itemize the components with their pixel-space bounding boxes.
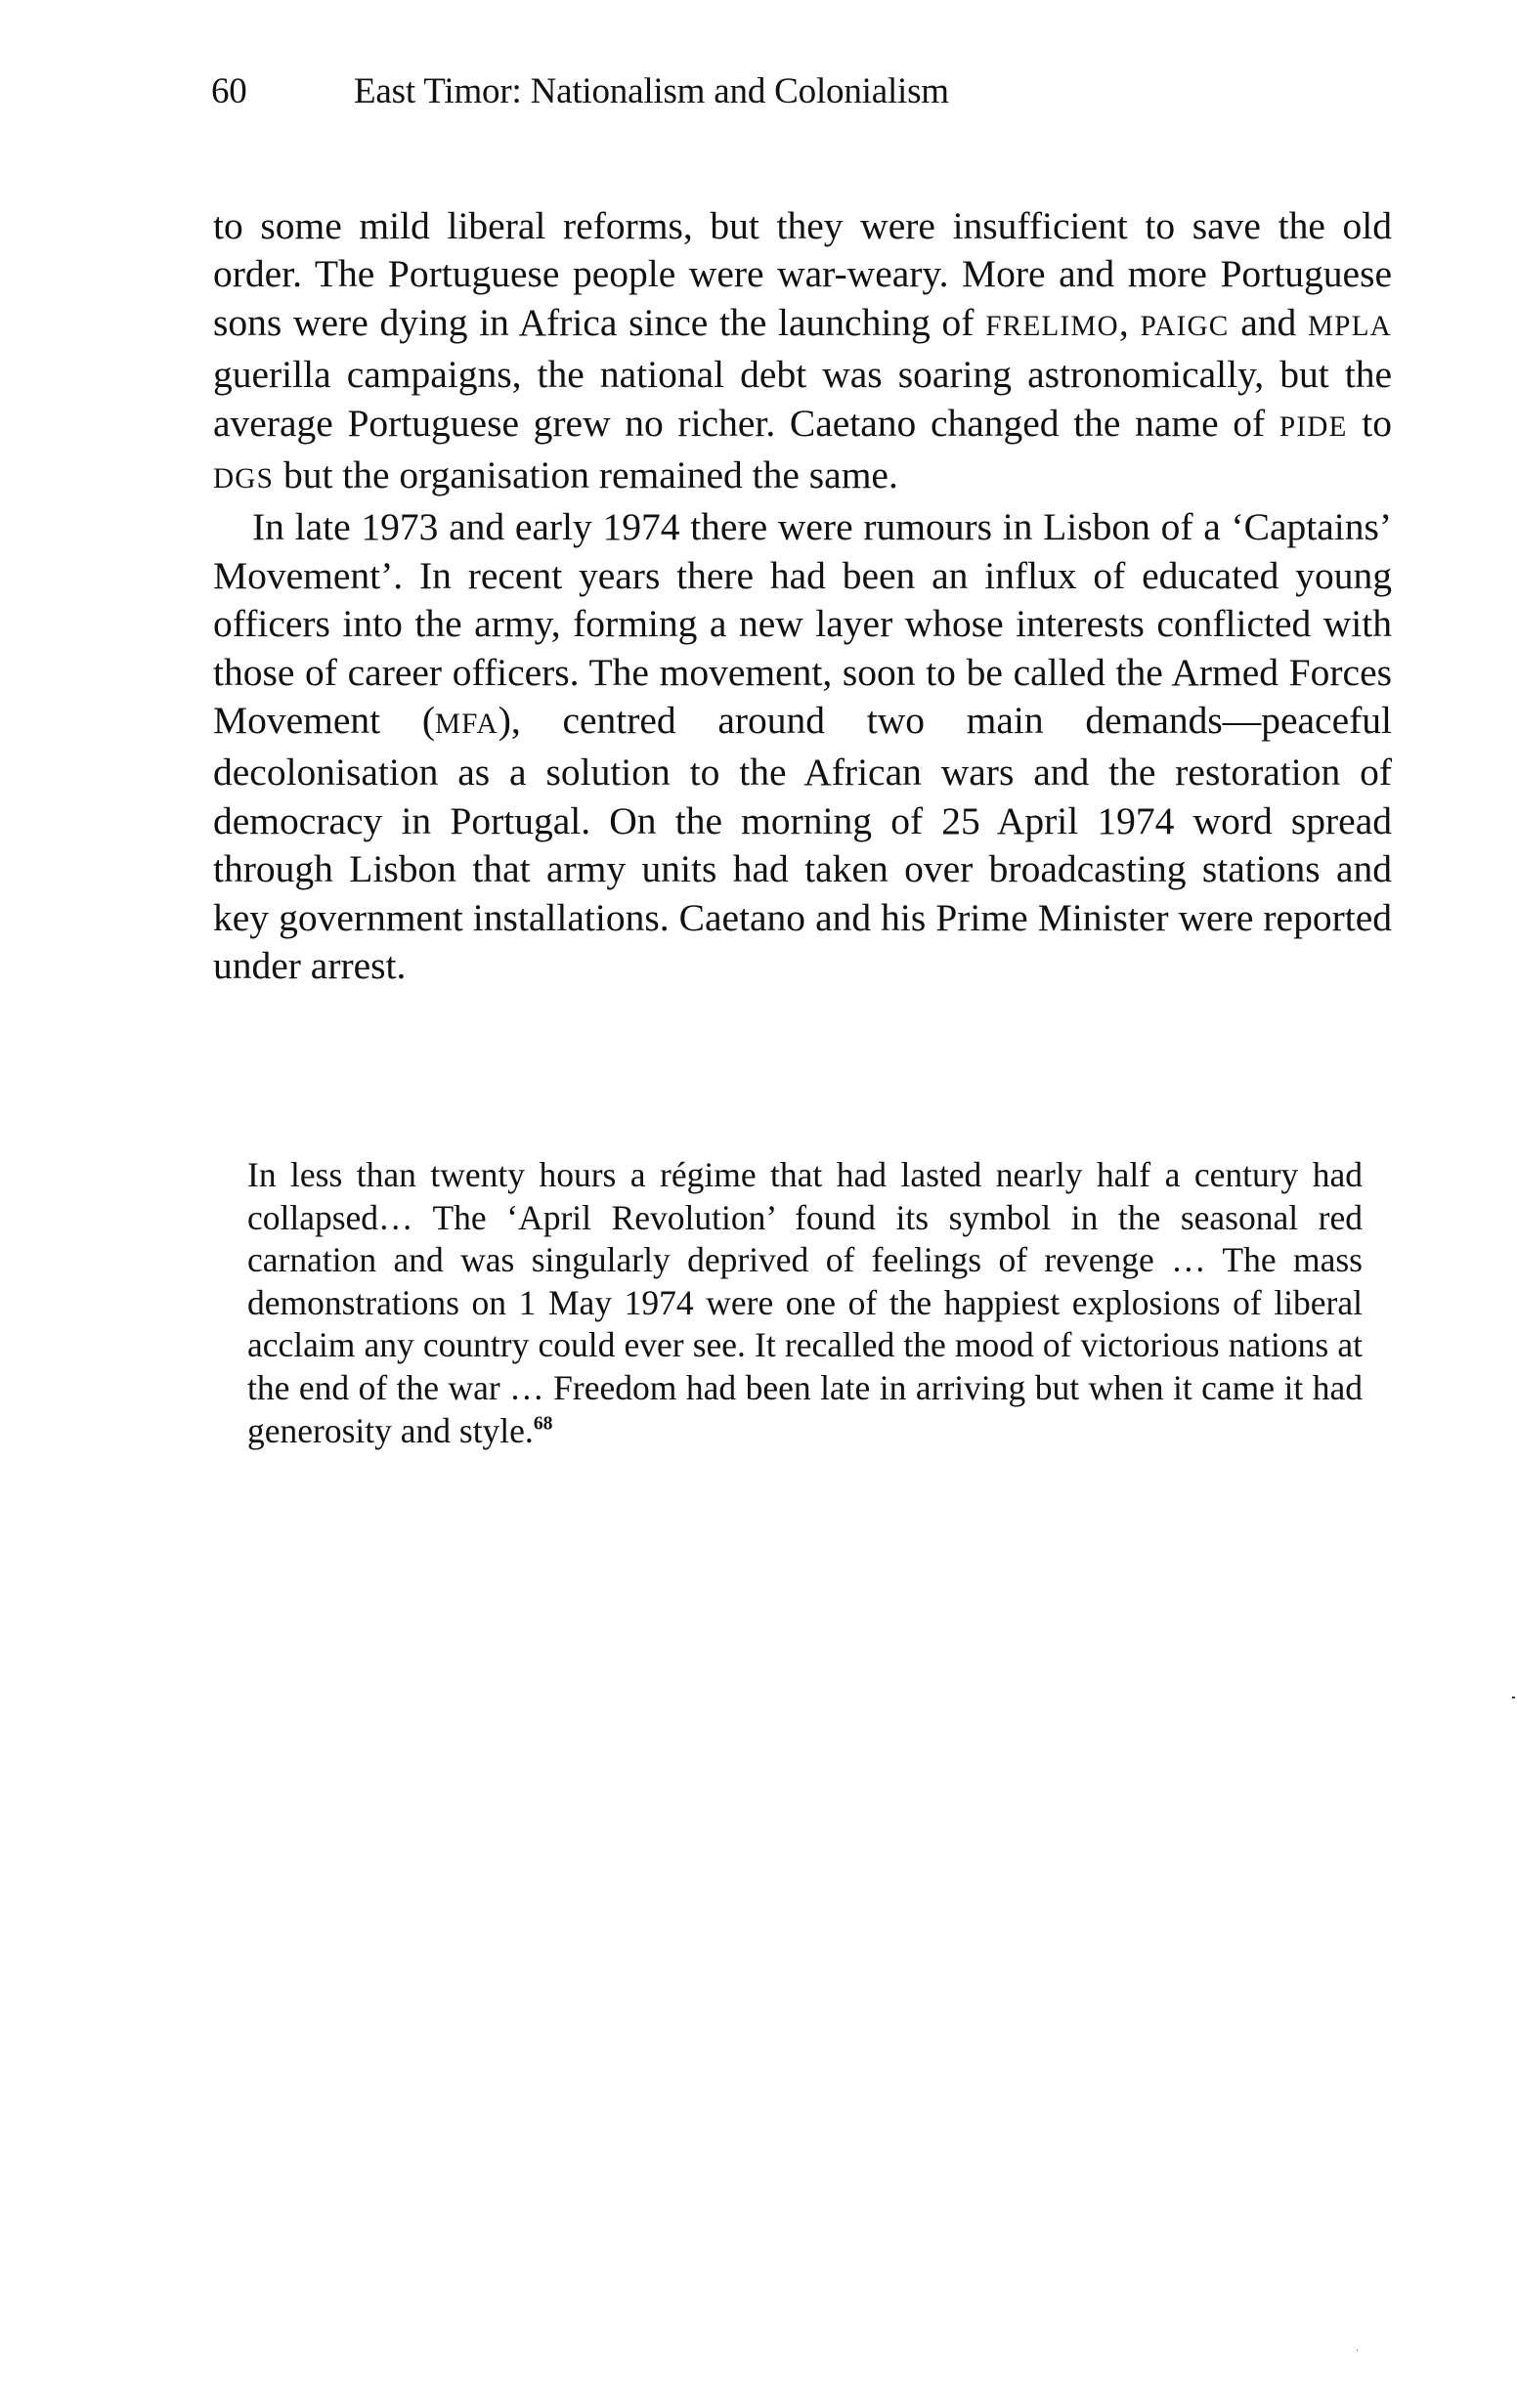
text-run: to some mild liberal reforms, but they were insufficient to save the old order. The Portuguese people were war-weary. More and more Portuguese sons were dying in Africa since the launching of [213,204,1392,344]
scan-artifact [1512,1697,1515,1698]
text-run: In late 1973 and early 1974 there were rumours in Lisbon of a ‘Captains’ Movement’. In recent years there had been an influx of educated young officers into the army, forming a new layer whose interests conflicted with those of career officers. The movement, soon to be called the Armed Forces Movement ( [213,505,1392,743]
scan-artifact [1357,2349,1358,2351]
acronym-mfa: MFA [434,709,498,741]
paragraph-2 [213,503,1392,990]
text-run: but the organisation remained the same. [274,453,898,497]
quotation-paragraph [247,1154,1363,1452]
text-run: and [1229,300,1308,344]
body-text [213,202,1392,991]
acronym-frelimo: FRELIMO [985,310,1119,342]
block-quotation [247,1154,1363,1452]
footnote-reference[interactable]: 68 [533,1412,553,1434]
quotation-text: In less than twenty hours a régime that had lasted nearly half a century had collapsed… The ‘April Revolution’ found its symbol in the seasonal red carnation and was singularly deprived of feelings of revenge … The mass demonstrations on 1 May 1974 were one of the happiest explosions of liberal acclaim any country could ever see. It recalled the mood of victorious nations at the end of the war … Freedom had been late in arriving but when it came it had generosity and style. [247,1155,1363,1450]
paragraph-1 [213,202,1392,503]
acronym-mpla: MPLA [1308,310,1392,342]
acronym-pide: PIDE [1279,410,1348,443]
acronym-paigc: PAIGC [1140,310,1230,342]
running-head [211,70,949,113]
running-head-title: East Timor: Nationalism and Colonialism [354,71,949,111]
text-run: guerilla campaigns, the national debt was soaring astronomically, but the average Portuguese grew no richer. Caetano changed the name of [213,353,1392,445]
acronym-dgs: DGS [213,463,275,495]
text-run: , [1118,300,1141,344]
page-number: 60 [211,71,247,111]
text-run: ), centred around two main demands—peaceful decolonisation as a solution to the African wars and the restoration of democracy in Portugal. On the morning of 25 April 1974 word spread through Lisbon that army units had taken over broadcasting stations and key government installations. Caetano and his Prime Minister were reported under arrest. [213,699,1392,988]
text-run: to [1347,401,1392,445]
